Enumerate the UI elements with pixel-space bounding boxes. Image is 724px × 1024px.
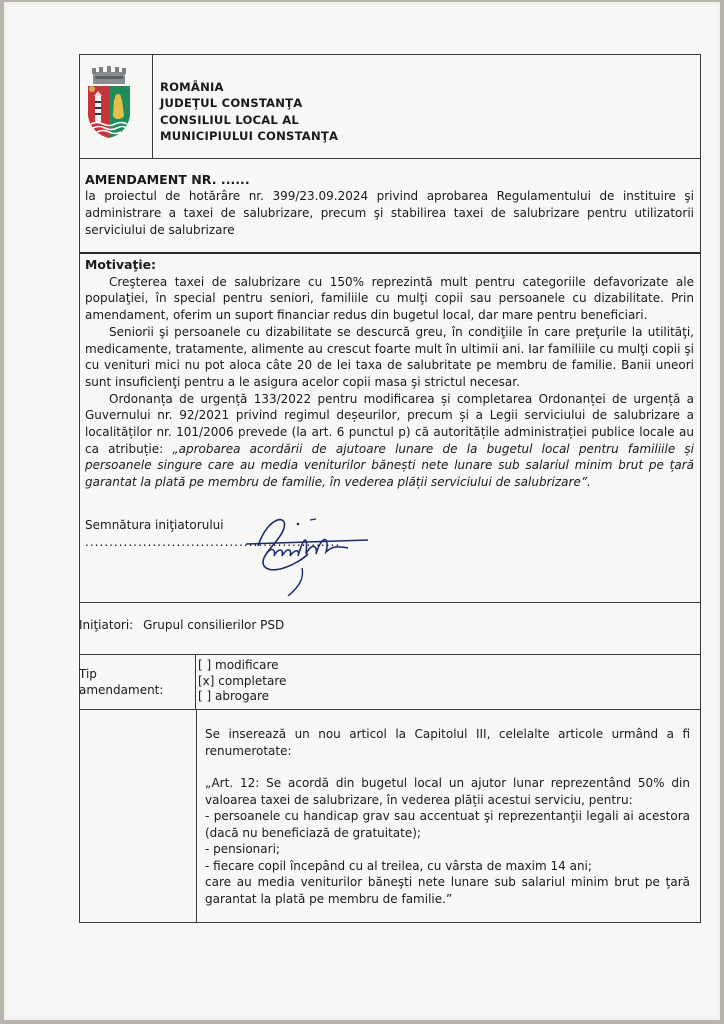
amendment-title: AMENDAMENT NR. ......: [85, 172, 250, 187]
legal-reference-text: Ordonanța de urgență 133/2022 pentru modificarea și completarea Ordonanței de urgență a Guvernului nr. 92/2021 privind regimul deșeurilor, precum și a Legii serviciului de salubrizare a localităților nr. 101/2006 prevede (la art. 6 punctul p) că autoritățile administrației publice locale au ca atribuție:: [85, 391, 694, 456]
handwritten-signature-icon: [238, 506, 378, 596]
amendment-type-label-line1: Tip: [79, 667, 97, 681]
checkbox-abrogare[interactable]: [ ]: [198, 689, 212, 703]
org-line-council: CONSILIUL LOCAL AL: [160, 112, 299, 127]
logo-cell: [80, 55, 153, 158]
coat-of-arms-icon: [85, 66, 133, 142]
option-label: modificare: [215, 658, 279, 672]
signature-line: .....................................................: [85, 535, 341, 549]
article-closing: care au media veniturilor băneşti nete lunare sub salariul minim brut pe ţară garantat la plată pe membru de familie.”: [205, 875, 690, 906]
institution-name: [153, 55, 338, 158]
amendment-title-row: [80, 159, 700, 254]
beneficiary-item: - pensionari;: [205, 842, 280, 856]
legal-quote: „aprobarea acordării de ajutoare lunare de la bugetul local pentru familiile și persoanele singure care au media veniturilor bănești nete lunare sub salariul minim brut pe țară garantat la plată pe membru de familie, în vederea plății serviciului de salubrizare”.: [85, 441, 695, 490]
motivation-paragraph-3: [85, 391, 694, 491]
empty-label-cell: [80, 710, 197, 922]
option-label: completare: [218, 673, 287, 688]
org-line-county: JUDEŢUL CONSTANŢA: [160, 96, 303, 111]
option-completare[interactable]: [198, 674, 286, 690]
signature-label: Semnătura iniţiatorului: [85, 518, 224, 532]
org-line-municipality: MUNICIPIULUI CONSTANŢA: [160, 129, 339, 144]
option-label: abrogare: [215, 689, 270, 703]
initiators-row: [80, 603, 700, 655]
beneficiary-item: - fiecare copil începând cu al treilea, cu vârsta de maxim 14 ani;: [205, 858, 592, 873]
amendment-type-options: [196, 655, 286, 709]
motivation-paragraph-2: Seniorii şi persoanele cu dizabilitate se descurcă greu, în condiţiile în care preţurile la utilităţi, medicamente, tratamente, alimente au crescut foarte mult în ultimii ani. Iar familiile cu mulţi copii şi cu venituri mici nu pot aloca câte 20 de lei taxa de salubritate pe membru de familie. Banii uneori sunt insuficienţi pentru a le asigura acelor copii masa şi strictul necesar.: [85, 324, 694, 389]
amendment-type-row: [80, 655, 700, 710]
article-text: „Art. 12: Se acordă din bugetul local un ajutor lunar reprezentând 50% din valoarea taxei de salubrizare, în vederea plății acestui serviciu, pentru:: [205, 776, 690, 807]
signature-section: [80, 512, 700, 603]
initiators-label: Iniţiatori:: [79, 618, 134, 632]
checkbox-completare[interactable]: [x]: [198, 673, 215, 688]
beneficiary-item: - persoanele cu handicap grav sau accentuat şi reprezentanţii legali ai acestora (dacă nu beneficiază de gratuitate);: [205, 809, 690, 840]
motivation-section: [80, 254, 700, 512]
amendment-content-row: [80, 710, 700, 922]
option-modificare[interactable]: [198, 658, 286, 674]
amendment-subject: la proiectul de hotărâre nr. 399/23.09.2024 privind aprobarea Regulamentului de instituire şi administrare a taxei de salubrizare, precum şi stabilirea taxei de salubrizare pentru utilizatorii serviciului de salubrizare: [85, 189, 694, 237]
initiators-value: Grupul consilierilor PSD: [143, 618, 285, 632]
content-intro: Se inserează un nou articol la Capitolul III, celelalte articole urmând a fi renumerotate:: [205, 727, 690, 758]
motivation-paragraph-1: Creşterea taxei de salubrizare cu 150% reprezintă mult pentru categoriile defavorizate ale populaţiei, în special pentru seniori, familiile cu mulţi copii sau persoanele cu dizabilitate. Prin amendament, oferim un suport financiar redus din bugetul local, dar mare pentru beneficiari.: [85, 274, 694, 323]
amendment-type-label-line2: amendament:: [79, 683, 164, 697]
amendment-form-table: [79, 54, 701, 923]
amendment-content: [197, 710, 700, 922]
document-page: [4, 2, 720, 1020]
org-line-country: ROMÂNIA: [160, 80, 224, 94]
amendment-type-label: [79, 655, 196, 709]
motivation-label: Motivaţie:: [85, 257, 156, 272]
checkbox-modificare[interactable]: [ ]: [198, 658, 212, 672]
header-row: [80, 55, 700, 159]
option-abrogare[interactable]: [198, 689, 286, 705]
